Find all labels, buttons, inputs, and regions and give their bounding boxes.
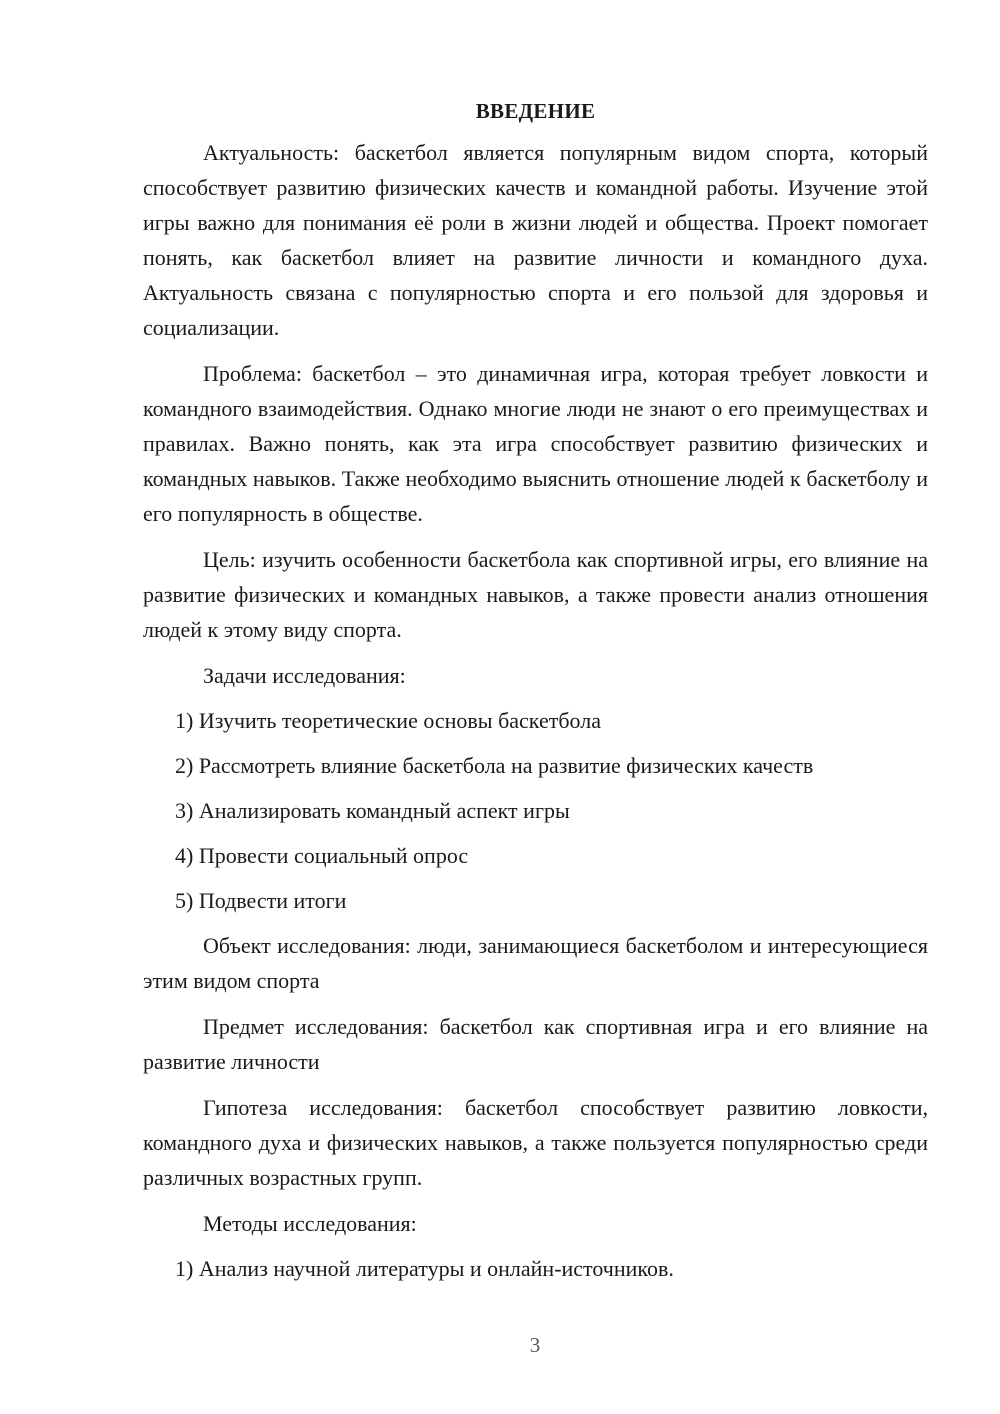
task-item: 4) Провести социальный опрос: [175, 843, 469, 868]
task-item: 1) Изучить теоретические основы баскетбола: [175, 708, 601, 733]
task-item: 2) Рассмотреть влияние баскетбола на развитие физических качеств: [175, 753, 814, 778]
hypothesis-paragraph: Гипотеза исследования: баскетбол способствует развитию ловкости, командного духа и физических навыков, а также пользуется популярностью среди различных возрастных групп.: [143, 1095, 928, 1190]
page-number: 3: [529, 1333, 541, 1357]
task-item: 5) Подвести итоги: [175, 888, 347, 913]
section-title: ВВЕДЕНИЕ: [475, 99, 596, 123]
method-item: 1) Анализ научной литературы и онлайн-источников.: [175, 1256, 674, 1281]
object-paragraph: Объект исследования: люди, занимающиеся баскетболом и интересующиеся этим видом спорта: [143, 933, 928, 993]
page-content: [143, 94, 928, 1296]
subject-paragraph: Предмет исследования: баскетбол как спортивная игра и его влияние на развитие личности: [143, 1014, 928, 1074]
tasks-heading: Задачи исследования:: [203, 663, 406, 688]
goal-paragraph: Цель: изучить особенности баскетбола как спортивной игры, его влияние на развитие физических и командных навыков, а также провести анализ отношения людей к этому виду спорта.: [143, 547, 928, 642]
task-item: 3) Анализировать командный аспект игры: [175, 798, 570, 823]
problem-paragraph: Проблема: баскетбол – это динамичная игра, которая требует ловкости и командного взаимодействия. Однако многие люди не знают о его преимуществах и правилах. Важно понять, как эта игра способствует развитию физических и командных навыков. Также необходимо выяснить отношение людей к баскетболу и его популярность в обществе.: [143, 361, 928, 526]
methods-heading: Методы исследования:: [203, 1211, 417, 1236]
relevance-paragraph: Актуальность: баскетбол является популярным видом спорта, который способствует развитию физических качеств и командной работы. Изучение этой игры важно для понимания её роли в жизни людей и общества. Проект помогает понять, как баскетбол влияет на развитие личности и командного духа. Актуальность связана с популярностью спорта и его пользой для здоровья и социализации.: [143, 140, 928, 340]
